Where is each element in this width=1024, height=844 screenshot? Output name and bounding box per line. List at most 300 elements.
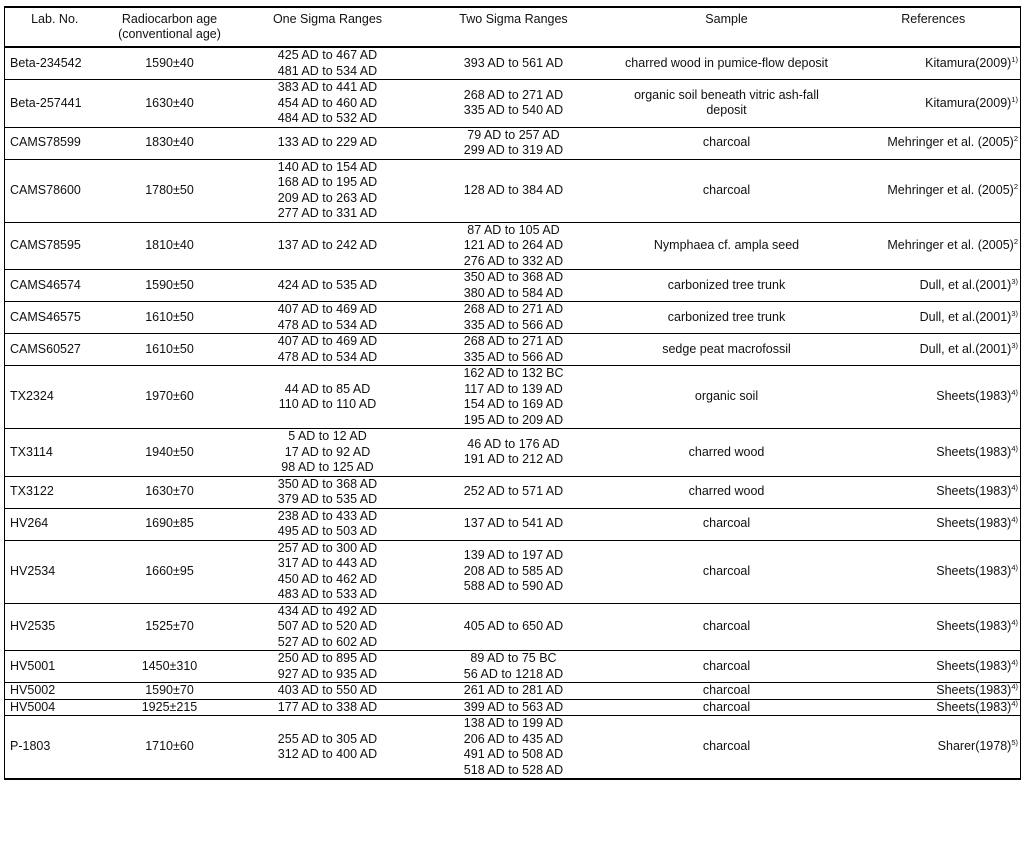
two-sigma-cell	[421, 716, 607, 780]
radiocarbon-age: 1630±70	[145, 484, 194, 499]
two-sigma-range: 195 AD to 209 AD	[463, 412, 564, 427]
sample-text: charcoal	[702, 135, 751, 150]
sample-cell	[607, 127, 847, 159]
sample-cell	[607, 429, 847, 477]
lab-no-cell	[5, 159, 105, 222]
sample-text: charcoal	[702, 683, 751, 697]
reference-footnote: 3)	[1011, 308, 1018, 318]
radiocarbon-age-cell	[105, 429, 235, 477]
two-sigma-cell	[421, 476, 607, 508]
two-sigma-range: 405 AD to 650 AD	[463, 619, 564, 633]
two-sigma-range: 335 AD to 566 AD	[463, 317, 564, 332]
two-sigma-range: 261 AD to 281 AD	[463, 683, 564, 697]
reference-cell	[847, 476, 1021, 508]
reference-text: Sharer(1978)	[937, 739, 1012, 754]
radiocarbon-age: 1940±50	[145, 444, 194, 459]
one-sigma-range: 507 AD to 520 AD	[277, 619, 378, 633]
one-sigma-range: 257 AD to 300 AD	[277, 540, 378, 555]
two-sigma-range: 491 AD to 508 AD	[463, 747, 564, 761]
radiocarbon-age-cell	[105, 476, 235, 508]
one-sigma-range: 5 AD to 12 AD	[288, 429, 367, 443]
radiocarbon-age: 1810±40	[145, 238, 194, 252]
radiocarbon-age-cell	[105, 651, 235, 683]
two-sigma-cell	[421, 603, 607, 651]
lab-no-cell	[5, 127, 105, 159]
one-sigma-range: 434 AD to 492 AD	[277, 603, 378, 618]
table-row	[5, 540, 1021, 603]
reference-text: Dull, et al.(2001)	[919, 277, 1012, 292]
radiocarbon-age: 1690±85	[145, 516, 194, 531]
lab-no: HV2535	[10, 619, 56, 633]
one-sigma-range: 317 AD to 443 AD	[277, 556, 378, 570]
sample-text: charcoal	[702, 182, 751, 197]
reference-cell	[847, 334, 1021, 366]
sample-cell	[607, 699, 847, 716]
one-sigma-cell	[235, 127, 421, 159]
one-sigma-range: 137 AD to 242 AD	[277, 238, 378, 252]
reference-footnote: 1)	[1011, 94, 1018, 104]
header-two-sigma: Two Sigma Ranges	[421, 7, 607, 47]
two-sigma-cell	[421, 540, 607, 603]
one-sigma-cell	[235, 47, 421, 80]
sample-text: charred wood	[688, 484, 765, 499]
reference-cell	[847, 651, 1021, 683]
one-sigma-cell	[235, 222, 421, 270]
sample-text: Nymphaea cf. ampla seed	[653, 238, 800, 252]
radiocarbon-age-cell	[105, 222, 235, 270]
sample-text: charcoal	[702, 699, 751, 714]
lab-no: TX2324	[10, 389, 54, 404]
one-sigma-range: 250 AD to 895 AD	[277, 651, 378, 665]
reference-footnote: 4)	[1011, 483, 1018, 493]
lab-no-cell	[5, 716, 105, 780]
reference-footnote: 1)	[1011, 54, 1018, 64]
two-sigma-cell	[421, 429, 607, 477]
two-sigma-range: 335 AD to 540 AD	[463, 103, 564, 118]
one-sigma-range: 255 AD to 305 AD	[277, 731, 378, 746]
one-sigma-range: 403 AD to 550 AD	[277, 683, 378, 697]
radiocarbon-age-cell	[105, 47, 235, 80]
two-sigma-cell	[421, 651, 607, 683]
lab-no: CAMS46575	[10, 309, 81, 324]
two-sigma-cell	[421, 127, 607, 159]
radiocarbon-age: 1610±50	[145, 341, 194, 356]
radiocarbon-age: 1610±50	[145, 309, 194, 324]
one-sigma-range: 478 AD to 534 AD	[277, 349, 378, 364]
reference-footnote: 2	[1013, 181, 1018, 191]
lab-no-cell	[5, 222, 105, 270]
reference-cell	[847, 716, 1021, 780]
two-sigma-range: 87 AD to 105 AD	[467, 222, 560, 237]
two-sigma-range: 380 AD to 584 AD	[463, 285, 564, 300]
sample-cell	[607, 508, 847, 540]
radiocarbon-age-cell	[105, 508, 235, 540]
sample-text: deposit	[706, 103, 747, 118]
one-sigma-range: 454 AD to 460 AD	[277, 95, 378, 110]
two-sigma-cell	[421, 47, 607, 80]
two-sigma-cell	[421, 302, 607, 334]
lab-no-cell	[5, 540, 105, 603]
radiocarbon-age: 1590±70	[145, 683, 194, 697]
reference-cell	[847, 47, 1021, 80]
two-sigma-range: 335 AD to 566 AD	[463, 349, 564, 364]
reference-footnote: 2	[1013, 237, 1018, 246]
reference-text: Sheets(1983)	[936, 389, 1012, 404]
reference-text: Sheets(1983)	[936, 699, 1012, 714]
one-sigma-range: 379 AD to 535 AD	[277, 492, 378, 506]
table-row	[5, 334, 1021, 366]
table-row	[5, 476, 1021, 508]
radiocarbon-age-cell	[105, 127, 235, 159]
table-row	[5, 80, 1021, 128]
lab-no-cell	[5, 366, 105, 429]
one-sigma-cell	[235, 603, 421, 651]
lab-no: Beta-234542	[10, 55, 82, 70]
two-sigma-range: 276 AD to 332 AD	[463, 253, 564, 268]
one-sigma-cell	[235, 651, 421, 683]
lab-no-cell	[5, 429, 105, 477]
one-sigma-cell	[235, 683, 421, 700]
one-sigma-range: 168 AD to 195 AD	[277, 175, 378, 189]
reference-footnote: 4)	[1011, 515, 1018, 525]
reference-cell	[847, 508, 1021, 540]
one-sigma-range: 177 AD to 338 AD	[277, 699, 378, 714]
reference-text: Kitamura(2009)	[925, 95, 1012, 110]
reference-cell	[847, 366, 1021, 429]
table-row	[5, 302, 1021, 334]
radiocarbon-age-cell	[105, 302, 235, 334]
one-sigma-cell	[235, 540, 421, 603]
one-sigma-range: 495 AD to 503 AD	[277, 524, 378, 538]
two-sigma-range: 191 AD to 212 AD	[463, 452, 564, 467]
table-row	[5, 222, 1021, 270]
two-sigma-cell	[421, 222, 607, 270]
reference-cell	[847, 80, 1021, 128]
one-sigma-range: 277 AD to 331 AD	[277, 206, 378, 220]
two-sigma-cell	[421, 508, 607, 540]
lab-no: CAMS60527	[10, 341, 81, 356]
reference-cell	[847, 429, 1021, 477]
sample-cell	[607, 302, 847, 334]
sample-cell	[607, 47, 847, 80]
radiocarbon-age-cell	[105, 80, 235, 128]
sample-cell	[607, 366, 847, 429]
reference-text: Sheets(1983)	[936, 516, 1012, 531]
reference-text: Mehringer et al. (2005)	[887, 238, 1014, 252]
lab-no-cell	[5, 651, 105, 683]
header-radiocarbon-age	[105, 7, 235, 47]
reference-footnote: 4)	[1011, 618, 1018, 627]
one-sigma-range: 98 AD to 125 AD	[281, 460, 374, 474]
one-sigma-range: 407 AD to 469 AD	[277, 334, 378, 348]
reference-cell	[847, 222, 1021, 270]
reference-text: Mehringer et al. (2005)	[887, 182, 1014, 197]
two-sigma-cell	[421, 334, 607, 366]
sample-cell	[607, 716, 847, 780]
one-sigma-cell	[235, 302, 421, 334]
one-sigma-cell	[235, 334, 421, 366]
one-sigma-cell	[235, 508, 421, 540]
one-sigma-cell	[235, 716, 421, 780]
reference-footnote: 5)	[1011, 738, 1018, 748]
radiocarbon-age-cell	[105, 603, 235, 651]
lab-no: CAMS78600	[10, 182, 81, 197]
lab-no-cell	[5, 603, 105, 651]
sample-cell	[607, 80, 847, 128]
lab-no-cell	[5, 302, 105, 334]
two-sigma-range: 393 AD to 561 AD	[463, 55, 564, 70]
radiocarbon-age: 1710±60	[145, 739, 194, 754]
one-sigma-range: 478 AD to 534 AD	[277, 317, 378, 332]
lab-no: CAMS78595	[10, 238, 81, 252]
lab-no-cell	[5, 334, 105, 366]
lab-no: HV2534	[10, 563, 56, 578]
sample-text: carbonized tree trunk	[667, 309, 786, 324]
radiocarbon-age: 1970±60	[145, 389, 194, 404]
reference-text: Sheets(1983)	[936, 658, 1012, 673]
radiocarbon-age: 1830±40	[145, 135, 194, 150]
reference-text: Kitamura(2009)	[925, 55, 1012, 70]
lab-no: Beta-257441	[10, 95, 82, 110]
lab-no-cell	[5, 508, 105, 540]
one-sigma-range: 133 AD to 229 AD	[277, 135, 378, 150]
one-sigma-range: 527 AD to 602 AD	[277, 634, 378, 649]
sample-text: charcoal	[702, 563, 751, 578]
one-sigma-range: 927 AD to 935 AD	[277, 666, 378, 681]
two-sigma-range: 208 AD to 585 AD	[463, 563, 564, 578]
one-sigma-range: 110 AD to 110 AD	[278, 397, 377, 411]
two-sigma-cell	[421, 683, 607, 700]
reference-cell	[847, 683, 1021, 700]
reference-cell	[847, 603, 1021, 651]
lab-no: HV264	[10, 516, 49, 531]
reference-cell	[847, 127, 1021, 159]
table-row	[5, 159, 1021, 222]
radiocarbon-age-cell	[105, 699, 235, 716]
reference-cell	[847, 159, 1021, 222]
one-sigma-range: 450 AD to 462 AD	[277, 571, 378, 586]
two-sigma-range: 268 AD to 271 AD	[463, 87, 564, 102]
reference-cell	[847, 699, 1021, 716]
table-row	[5, 603, 1021, 651]
header-sample: Sample	[607, 7, 847, 47]
reference-footnote: 3)	[1011, 340, 1018, 350]
table-header	[5, 7, 1021, 47]
radiocarbon-age: 1925±215	[141, 699, 198, 714]
two-sigma-range: 299 AD to 319 AD	[463, 143, 564, 157]
one-sigma-range: 44 AD to 85 AD	[284, 381, 371, 396]
one-sigma-cell	[235, 699, 421, 716]
sample-cell	[607, 334, 847, 366]
reference-footnote: 4)	[1011, 698, 1018, 708]
radiocarbon-age: 1780±50	[145, 182, 194, 197]
radiocarbon-age: 1450±310	[141, 658, 198, 673]
one-sigma-range: 481 AD to 534 AD	[277, 63, 378, 78]
lab-no: TX3114	[10, 444, 53, 459]
two-sigma-range: 268 AD to 271 AD	[463, 302, 564, 316]
sample-cell	[607, 603, 847, 651]
two-sigma-range: 137 AD to 541 AD	[463, 516, 564, 531]
radiocarbon-age-cell	[105, 540, 235, 603]
lab-no-cell	[5, 80, 105, 128]
table-row	[5, 508, 1021, 540]
table-row	[5, 683, 1021, 700]
one-sigma-cell	[235, 366, 421, 429]
two-sigma-range: 128 AD to 384 AD	[463, 182, 564, 197]
header-lab-no: Lab. No.	[5, 7, 105, 47]
two-sigma-range: 154 AD to 169 AD	[463, 397, 564, 411]
one-sigma-cell	[235, 476, 421, 508]
sample-cell	[607, 540, 847, 603]
one-sigma-range: 312 AD to 400 AD	[277, 747, 378, 761]
lab-no: HV5002	[10, 683, 56, 697]
one-sigma-range: 484 AD to 532 AD	[277, 111, 378, 125]
reference-footnote: 4)	[1011, 682, 1018, 691]
sample-text: charred wood in pumice-flow deposit	[625, 55, 828, 70]
two-sigma-range: 399 AD to 563 AD	[463, 699, 564, 714]
reference-text: Dull, et al.(2001)	[919, 309, 1012, 324]
radiocarbon-age: 1590±40	[145, 55, 194, 70]
reference-text: Sheets(1983)	[936, 563, 1012, 578]
reference-text: Sheets(1983)	[936, 484, 1012, 499]
sample-cell	[607, 222, 847, 270]
table-row	[5, 127, 1021, 159]
radiocarbon-age: 1525±70	[145, 619, 194, 633]
one-sigma-cell	[235, 429, 421, 477]
table-row	[5, 366, 1021, 429]
lab-no-cell	[5, 270, 105, 302]
one-sigma-range: 407 AD to 469 AD	[277, 302, 378, 316]
radiocarbon-age: 1660±95	[145, 563, 194, 578]
two-sigma-cell	[421, 699, 607, 716]
reference-footnote: 3)	[1011, 276, 1018, 286]
reference-cell	[847, 302, 1021, 334]
one-sigma-range: 140 AD to 154 AD	[277, 159, 378, 174]
two-sigma-range: 138 AD to 199 AD	[463, 716, 564, 730]
one-sigma-range: 238 AD to 433 AD	[277, 508, 378, 523]
lab-no: CAMS78599	[10, 135, 81, 150]
two-sigma-range: 46 AD to 176 AD	[467, 436, 560, 451]
lab-no: CAMS46574	[10, 277, 81, 292]
sample-text: charred wood	[688, 444, 765, 459]
two-sigma-range: 162 AD to 132 BC	[463, 366, 564, 380]
sample-text: carbonized tree trunk	[667, 277, 786, 292]
reference-text: Dull, et al.(2001)	[919, 341, 1012, 356]
reference-footnote: 4)	[1011, 657, 1018, 667]
reference-footnote: 4)	[1011, 388, 1018, 398]
reference-text: Sheets(1983)	[936, 683, 1012, 697]
reference-text: Sheets(1983)	[936, 444, 1012, 459]
lab-no-cell	[5, 476, 105, 508]
two-sigma-range: 121 AD to 264 AD	[463, 238, 564, 252]
header-age-line2: (conventional age)	[118, 27, 221, 41]
two-sigma-range: 117 AD to 139 AD	[464, 381, 563, 396]
two-sigma-range: 79 AD to 257 AD	[467, 127, 560, 142]
table-row	[5, 270, 1021, 302]
radiocarbon-age-cell	[105, 683, 235, 700]
sample-cell	[607, 159, 847, 222]
reference-text: Sheets(1983)	[936, 619, 1012, 633]
radiocarbon-age-cell	[105, 270, 235, 302]
radiocarbon-age-cell	[105, 366, 235, 429]
table-body	[5, 47, 1021, 779]
reference-cell	[847, 540, 1021, 603]
two-sigma-range: 518 AD to 528 AD	[463, 762, 564, 777]
two-sigma-range: 268 AD to 271 AD	[463, 334, 564, 348]
sample-text: charcoal	[702, 619, 751, 633]
reference-footnote: 4)	[1011, 562, 1018, 572]
two-sigma-range: 139 AD to 197 AD	[463, 548, 564, 563]
radiocarbon-dates-table	[4, 6, 1021, 780]
radiocarbon-table-container	[4, 6, 1020, 780]
one-sigma-range: 350 AD to 368 AD	[277, 476, 378, 491]
two-sigma-range: 252 AD to 571 AD	[463, 484, 564, 499]
two-sigma-cell	[421, 270, 607, 302]
sample-text: charcoal	[702, 516, 751, 531]
header-row	[5, 7, 1021, 47]
table-row	[5, 429, 1021, 477]
radiocarbon-age: 1590±50	[145, 277, 194, 292]
one-sigma-range: 383 AD to 441 AD	[277, 80, 378, 94]
two-sigma-cell	[421, 159, 607, 222]
two-sigma-range: 206 AD to 435 AD	[463, 731, 564, 746]
reference-footnote: 4)	[1011, 443, 1018, 453]
header-one-sigma: One Sigma Ranges	[235, 7, 421, 47]
one-sigma-range: 425 AD to 467 AD	[277, 48, 378, 62]
one-sigma-cell	[235, 270, 421, 302]
radiocarbon-age: 1630±40	[145, 95, 194, 110]
header-references: References	[847, 7, 1021, 47]
sample-cell	[607, 683, 847, 700]
one-sigma-range: 483 AD to 533 AD	[277, 587, 378, 601]
lab-no: P-1803	[10, 739, 51, 754]
two-sigma-cell	[421, 80, 607, 128]
sample-text: organic soil beneath vitric ash-fall	[634, 87, 819, 102]
two-sigma-range: 350 AD to 368 AD	[463, 270, 564, 284]
reference-text: Mehringer et al. (2005)	[887, 135, 1014, 150]
table-row	[5, 651, 1021, 683]
table-row	[5, 716, 1021, 780]
one-sigma-cell	[235, 159, 421, 222]
one-sigma-range: 424 AD to 535 AD	[277, 277, 378, 292]
sample-text: charcoal	[702, 739, 751, 754]
sample-cell	[607, 476, 847, 508]
lab-no-cell	[5, 47, 105, 80]
table-row	[5, 47, 1021, 80]
sample-text: sedge peat macrofossil	[662, 341, 791, 356]
two-sigma-range: 56 AD to 1218 AD	[463, 666, 564, 681]
radiocarbon-age-cell	[105, 159, 235, 222]
two-sigma-range: 588 AD to 590 AD	[463, 579, 564, 594]
sample-cell	[607, 270, 847, 302]
one-sigma-range: 17 AD to 92 AD	[284, 444, 371, 459]
sample-text: organic soil	[694, 389, 759, 404]
reference-cell	[847, 270, 1021, 302]
lab-no-cell	[5, 683, 105, 700]
table-row	[5, 699, 1021, 716]
two-sigma-cell	[421, 366, 607, 429]
one-sigma-cell	[235, 80, 421, 128]
one-sigma-range: 209 AD to 263 AD	[277, 190, 378, 205]
reference-footnote: 2	[1013, 134, 1018, 144]
radiocarbon-age-cell	[105, 716, 235, 780]
radiocarbon-age-cell	[105, 334, 235, 366]
sample-text: charcoal	[702, 658, 751, 673]
lab-no: HV5001	[10, 658, 56, 673]
lab-no-cell	[5, 699, 105, 716]
lab-no: TX3122	[10, 484, 54, 499]
header-age-line1: Radiocarbon age	[121, 12, 218, 26]
